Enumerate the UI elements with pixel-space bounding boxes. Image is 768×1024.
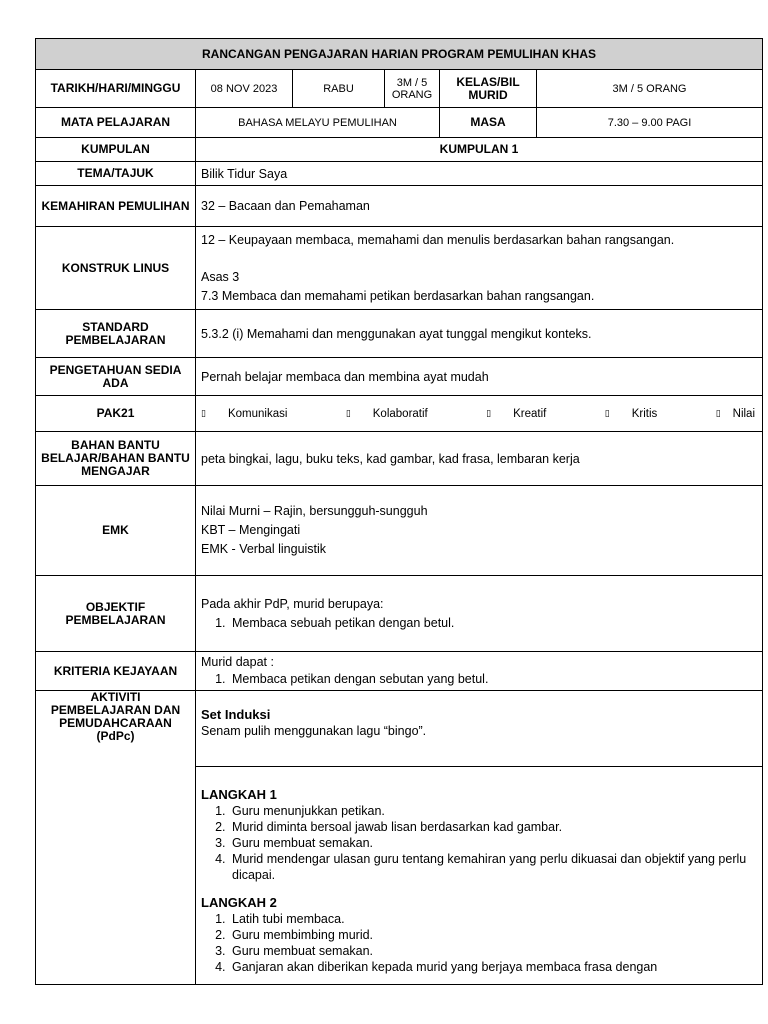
lesson-plan-table bbox=[35, 38, 763, 985]
kumpulan-value: KUMPULAN 1 bbox=[196, 138, 763, 162]
aktiviti-label: AKTIVITI PEMBELAJARAN DAN PEMUDAHCARAAN (PdPc) bbox=[36, 691, 196, 985]
checkbox-icon: ▯ bbox=[201, 408, 206, 419]
konstruk-value bbox=[196, 227, 763, 310]
list-item: 4. Murid mendengar ulasan guru tentang kemahiran yang perlu dikuasai dan objektif yang perlu dicapai. bbox=[229, 851, 757, 883]
standard-label: STANDARD PEMBELAJARAN bbox=[36, 310, 196, 358]
emk-line: EMK - Verbal linguistik bbox=[201, 542, 327, 556]
list-item: 1. Membaca sebuah petikan dengan betul. bbox=[229, 614, 757, 633]
objektif-value bbox=[196, 576, 763, 652]
checkbox-icon: ▯ bbox=[345, 408, 351, 419]
konstruk-line-3: 7.3 Membaca dan memahami petikan berdasarkan bahan rangsangan. bbox=[201, 288, 595, 303]
pengetahuan-label: PENGETAHUAN SEDIA ADA bbox=[36, 358, 196, 396]
kelas-value: 3M / 5 ORANG bbox=[537, 70, 763, 108]
tema-label: TEMA/TAJUK bbox=[36, 162, 196, 186]
induksi-cell bbox=[196, 691, 763, 767]
row-bahan bbox=[36, 432, 763, 486]
bahan-value: peta bingkai, lagu, buku teks, kad gambar, kad frasa, lembaran kerja bbox=[196, 432, 763, 486]
emk-value bbox=[196, 486, 763, 576]
row-aktiviti-induksi bbox=[36, 691, 763, 767]
mata-pelajaran-label: MATA PELAJARAN bbox=[36, 108, 196, 138]
list-item: 3. Guru membuat semakan. bbox=[229, 943, 757, 959]
row-pak21 bbox=[36, 396, 763, 432]
bahan-label: BAHAN BANTU BELAJAR/BAHAN BANTU MENGAJAR bbox=[36, 432, 196, 486]
checkbox-icon: ▯ bbox=[715, 408, 721, 419]
row-kemahiran bbox=[36, 186, 763, 227]
emk-label: EMK bbox=[36, 486, 196, 576]
checkbox-icon: ▯ bbox=[604, 408, 610, 419]
langkah-2-title: LANGKAH 2 bbox=[201, 895, 277, 910]
document-title: RANCANGAN PENGAJARAN HARIAN PROGRAM PEMULIHAN KHAS bbox=[36, 39, 763, 70]
mata-pelajaran-value: BAHASA MELAYU PEMULIHAN bbox=[196, 108, 440, 138]
row-tema bbox=[36, 162, 763, 186]
masa-value: 7.30 – 9.00 PAGI bbox=[537, 108, 763, 138]
row-tarikh bbox=[36, 70, 763, 108]
pengetahuan-value: Pernah belajar membaca dan membina ayat mudah bbox=[196, 358, 763, 396]
pak21-item[interactable]: ▯ Kolaboratif bbox=[345, 407, 428, 420]
kriteria-label: KRITERIA KEJAYAAN bbox=[36, 652, 196, 691]
kelas-label: KELAS/BIL MURID bbox=[440, 70, 537, 108]
langkah-1-title: LANGKAH 1 bbox=[201, 787, 277, 802]
kumpulan-label: KUMPULAN bbox=[36, 138, 196, 162]
konstruk-line-1: 12 – Keupayaan membaca, memahami dan menulis berdasarkan bahan rangsangan. bbox=[201, 232, 675, 247]
tarikh-label: TARIKH/HARI/MINGGU bbox=[36, 70, 196, 108]
tema-value: Bilik Tidur Saya bbox=[196, 162, 763, 186]
langkah-cell bbox=[196, 767, 763, 985]
row-standard bbox=[36, 310, 763, 358]
date-value: 08 NOV 2023 bbox=[196, 70, 293, 108]
row-pengetahuan bbox=[36, 358, 763, 396]
kriteria-intro: Murid dapat : bbox=[201, 655, 274, 669]
kriteria-value bbox=[196, 652, 763, 691]
row-emk bbox=[36, 486, 763, 576]
row-kriteria bbox=[36, 652, 763, 691]
list-item: 1. Latih tubi membaca. bbox=[229, 911, 757, 927]
masa-label: MASA bbox=[440, 108, 537, 138]
row-kumpulan bbox=[36, 138, 763, 162]
list-item: 4. Ganjaran akan diberikan kepada murid yang berjaya membaca frasa dengan bbox=[229, 959, 757, 975]
objektif-intro: Pada akhir PdP, murid berupaya: bbox=[201, 596, 384, 611]
week-value: 3M / 5 ORANG bbox=[385, 70, 440, 108]
konstruk-label: KONSTRUK LINUS bbox=[36, 227, 196, 310]
row-objektif bbox=[36, 576, 763, 652]
list-item: 1. Membaca petikan dengan sebutan yang betul. bbox=[229, 671, 757, 688]
title-row bbox=[36, 39, 763, 70]
list-item: 2. Murid diminta bersoal jawab lisan berdasarkan kad gambar. bbox=[229, 819, 757, 835]
pak21-item[interactable]: ▯ Komunikasi bbox=[201, 407, 288, 420]
row-konstruk bbox=[36, 227, 763, 310]
emk-line: Nilai Murni – Rajin, bersungguh-sungguh bbox=[201, 504, 428, 518]
standard-value: 5.3.2 (i) Memahami dan menggunakan ayat tunggal mengikut konteks. bbox=[196, 310, 763, 358]
row-mata-pelajaran bbox=[36, 108, 763, 138]
pak21-item[interactable]: ▯ Nilai bbox=[715, 407, 756, 420]
checkbox-icon: ▯ bbox=[486, 408, 492, 419]
kemahiran-value: 32 – Bacaan dan Pemahaman bbox=[196, 186, 763, 227]
day-value: RABU bbox=[293, 70, 385, 108]
konstruk-line-2: Asas 3 bbox=[201, 269, 240, 284]
pak21-options bbox=[196, 396, 763, 432]
list-item: 3. Guru membuat semakan. bbox=[229, 835, 757, 851]
emk-line: KBT – Mengingati bbox=[201, 523, 301, 537]
pak21-item[interactable]: ▯ Kreatif bbox=[486, 407, 547, 420]
pak21-item[interactable]: ▯ Kritis bbox=[604, 407, 658, 420]
pak21-label: PAK21 bbox=[36, 396, 196, 432]
kemahiran-label: KEMAHIRAN PEMULIHAN bbox=[36, 186, 196, 227]
list-item: 1. Guru menunjukkan petikan. bbox=[229, 803, 757, 819]
objektif-label: OBJEKTIF PEMBELAJARAN bbox=[36, 576, 196, 652]
induksi-title: Set Induksi bbox=[201, 707, 271, 722]
induksi-text: Senam pulih menggunakan lagu “bingo”. bbox=[201, 724, 427, 738]
list-item: 2. Guru membimbing murid. bbox=[229, 927, 757, 943]
